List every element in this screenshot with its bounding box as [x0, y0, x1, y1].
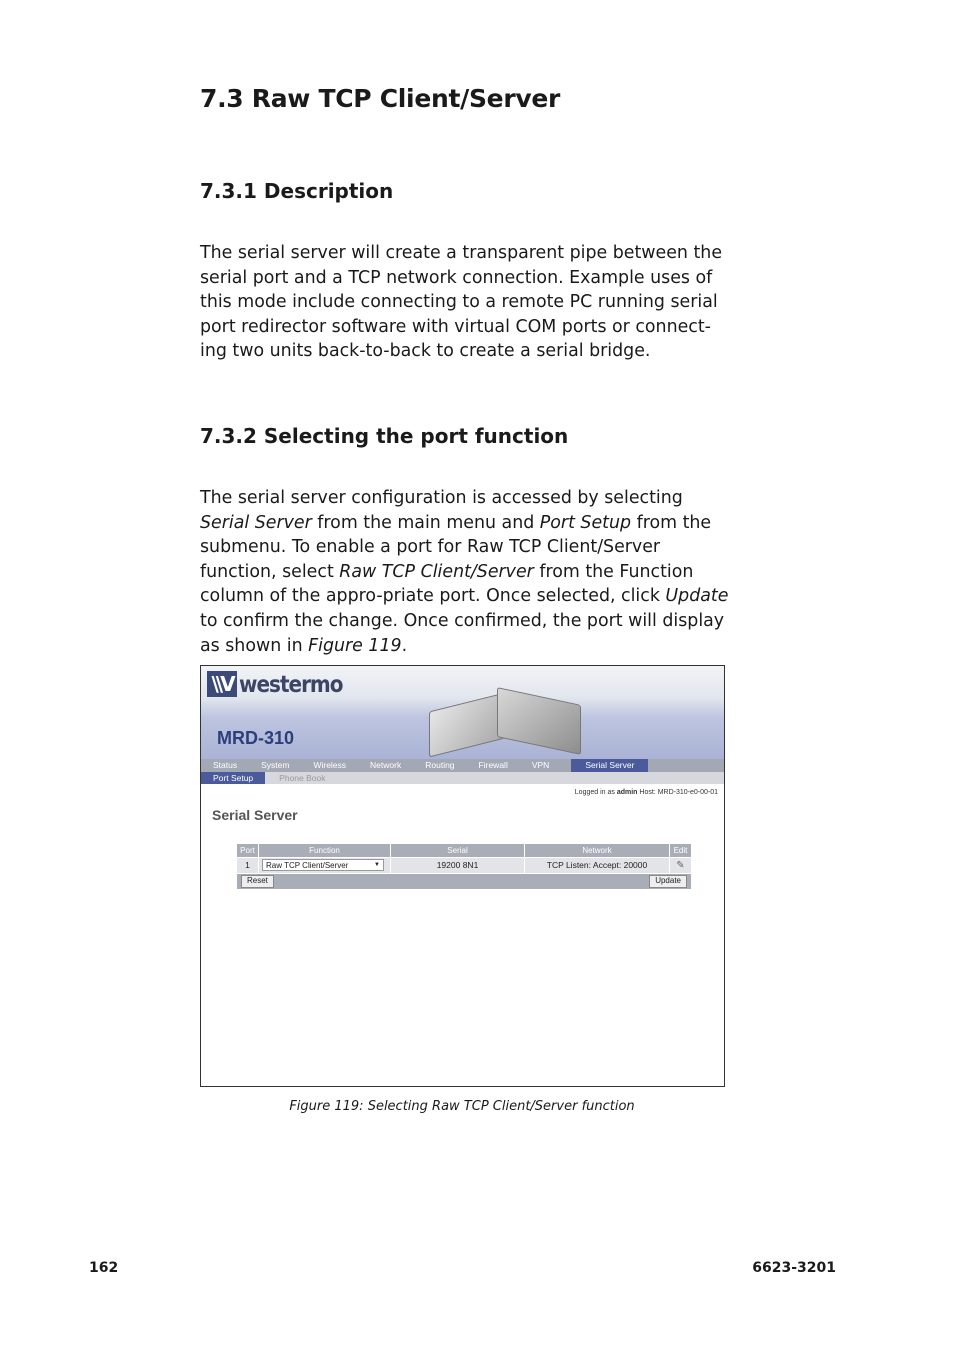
pencil-icon[interactable]: ✎: [676, 860, 685, 871]
section-heading-description: 7.3.1 Description: [200, 179, 394, 203]
main-menu: [201, 759, 724, 772]
term-raw-tcp: Raw TCP Client/Server: [339, 561, 534, 582]
nav-network[interactable]: Network: [370, 760, 402, 770]
col-port: Port: [237, 844, 259, 857]
sub-menu: [201, 772, 724, 784]
table-header-row: [237, 844, 691, 857]
reset-button[interactable]: Reset: [241, 875, 274, 888]
serial-server-title: Serial Server: [212, 807, 298, 823]
edit-cell: [670, 858, 691, 873]
term-port-setup: Port Setup: [539, 512, 632, 533]
section-heading-port-function: 7.3.2 Selecting the port function: [200, 424, 569, 448]
figure-screenshot: [200, 665, 725, 1087]
function-select[interactable]: Raw TCP Client/Server ▼: [262, 859, 384, 871]
term-figure-ref: Figure 119: [308, 635, 402, 656]
update-button[interactable]: Update: [649, 875, 687, 888]
subnav-port-setup[interactable]: Port Setup: [201, 772, 265, 784]
login-status: Logged in as admin Host: MRD-310-e0-00-01: [574, 789, 718, 796]
subnav-phone-book[interactable]: Phone Book: [279, 773, 326, 783]
header-banner: [201, 666, 724, 759]
router-device-image-2: [497, 687, 581, 755]
port-table: [237, 844, 691, 889]
table-footer: [237, 874, 691, 889]
term-update: Update: [665, 586, 729, 607]
port-function-paragraph: The serial server configuration is accessed by selecting Serial Server from the main menu and Port Setup from the submenu. To enable a port for Raw TCP Client/Server function, select Raw TCP Client/Server from the Function column of the appro-priate port. Once selected, click Update to confirm the change. Once confirmed, the port will display as shown in Figure 119.: [200, 488, 729, 656]
cell-network: TCP Listen: Accept: 20000: [525, 858, 670, 873]
nav-serial-server[interactable]: Serial Server: [571, 759, 648, 772]
col-edit: Edit: [670, 844, 691, 857]
nav-firewall[interactable]: Firewall: [478, 760, 508, 770]
dropdown-arrow-icon: ▼: [374, 862, 380, 868]
cell-serial: 19200 8N1: [391, 858, 525, 873]
router-device-image: [429, 693, 505, 758]
logo-mark-icon: \\V: [207, 671, 237, 697]
col-network: Network: [525, 844, 670, 857]
page-number: 162: [89, 1260, 119, 1276]
cell-port: 1: [237, 858, 259, 873]
description-paragraph: The serial server will create a transparent pipe between the serial port and a TCP network connection. Example uses of this mode include connecting to a remote PC running serial port redirector software with virtual COM ports or connect-ing two units back-to-back to create a serial bridge.: [200, 243, 723, 362]
nav-wireless[interactable]: Wireless: [313, 760, 347, 770]
westermo-logo: \\V westermo: [207, 670, 343, 698]
model-name: MRD-310: [217, 728, 295, 748]
term-serial-server: Serial Server: [200, 512, 312, 533]
document-number: 6623-3201: [752, 1260, 836, 1276]
col-function: Function: [259, 844, 391, 857]
figure-caption: Figure 119: Selecting Raw TCP Client/Server function: [289, 1099, 635, 1114]
table-row: [237, 858, 691, 873]
nav-status[interactable]: Status: [213, 760, 238, 770]
nav-system[interactable]: System: [261, 760, 290, 770]
nav-routing[interactable]: Routing: [425, 760, 455, 770]
page-heading: 7.3 Raw TCP Client/Server: [200, 84, 561, 113]
nav-vpn[interactable]: VPN: [531, 760, 550, 770]
col-serial: Serial: [391, 844, 525, 857]
function-cell: [259, 858, 391, 873]
